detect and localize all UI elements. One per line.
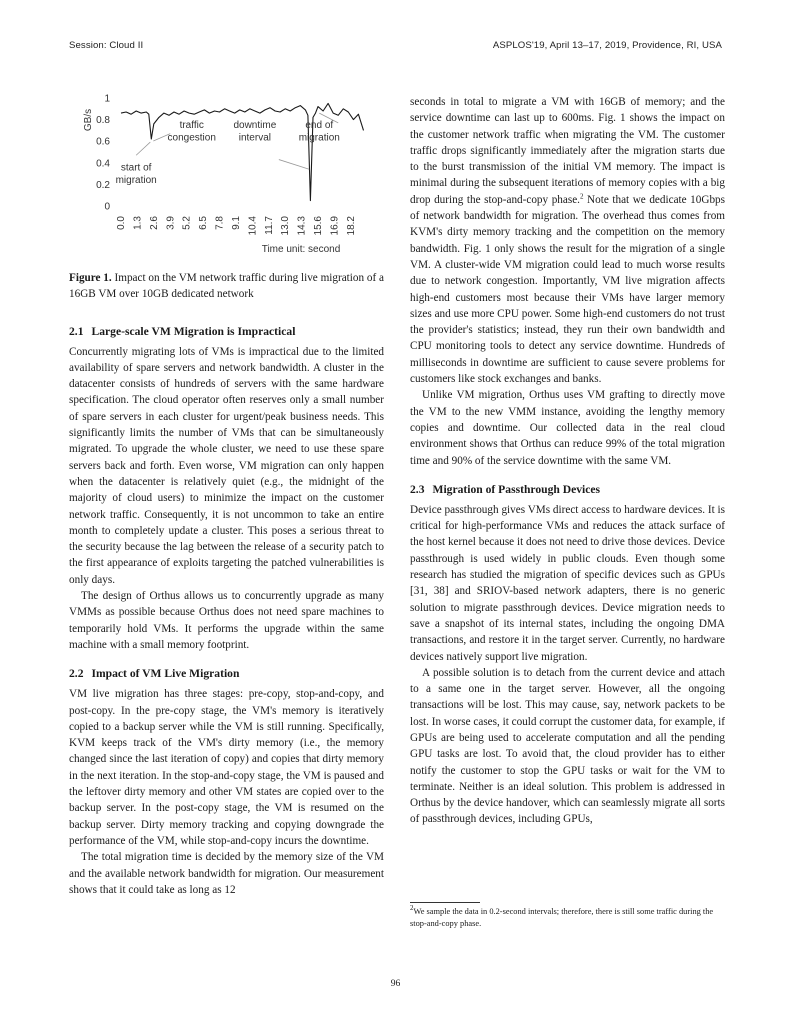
x-tick-label: 3.9	[165, 216, 177, 230]
y-axis-label: GB/s	[83, 108, 94, 132]
footnote-text: We sample the data in 0.2-second intervals; therefore, there is still some traffic during the stop-and-copy phase.	[410, 907, 714, 928]
x-tick-label: 10.4	[247, 216, 259, 236]
paragraph	[410, 94, 725, 387]
annotation-leader-line	[279, 160, 309, 170]
y-tick-label: 0.6	[96, 136, 110, 148]
y-tick-label: 0	[104, 201, 110, 213]
x-tick-label: 14.3	[296, 216, 308, 236]
footnote-reference[interactable]: 2	[579, 192, 584, 201]
paragraph: The total migration time is decided by the memory size of the VM and the available network bandwidth for migration. Our measurement shows that it could take as long as 12	[69, 851, 384, 896]
series-line	[121, 103, 364, 200]
footnote	[410, 906, 725, 930]
chart-annotation: downtime	[233, 120, 277, 132]
section-number: 2.2	[69, 667, 84, 681]
chart-annotation: end of	[305, 120, 334, 132]
paragraph-text: seconds in total to migrate a VM with 16GB of memory; and the service downtime can last up to 600ms. Fig. 1 shows the impact on the customer network traffic when migrating the VM. The customer traffic drops significantly immediately after the migration starts due to the burst transmission of the initial VM memory. The impact is minimal during the subsequent iterations of memory copies with a big drop during the stop-and-copy phase.	[410, 96, 725, 206]
footnote-rule	[410, 902, 480, 903]
chart-annotation: start of	[120, 162, 152, 174]
section-number: 2.1	[69, 324, 84, 338]
paragraph: Concurrently migrating lots of VMs is impractical due to the limited availability of spare servers and network bandwidth. A cluster in the datacenter consists of hundreds of servers with the same hardware specification. The cloud operator often reserves only a small number of spare servers in each cluster for urgent/peak business needs. This significantly limits the number of VMs that can be simultaneously migrated. To upgrade the whole cluster, we need to use these spare servers back and forth. Even worse, VM migration can only happen when the datacenter is relatively quiet (e.g., the midnight of the majority of cloud users) to minimize the impact on the customer network traffic. Consequently, it is not uncommon to take an entire month to completely update a cluster. This poses a serious threat to the security because the lag between the release of a security patch to the first appearance of exploits targeting the patched vulnerabilities is only days.	[69, 345, 384, 586]
paragraph-text: Note that we dedicate 10Gbps of network bandwidth for migration. The overhead thus comes from KVM's dirty memory tracking and the competition on the memory bandwidth. Fig. 1 only shows the result for the migration of a single VM. A cluster-wide VM migration could lead to much worse results due to network congestion. Importantly, VM live migration affects high-end customers most because their VMs have larger memory sizes and use more CPU power. Some high-end customers do not trust the provider's statistics; instead, they run their own bandwidth and CPU monitoring tools to detect any service downtime. Hundreds of milliseconds in downtime are sufficient to cause severe problems for customers like stock exchanges and banks.	[410, 193, 725, 386]
section-2-2-heading	[69, 666, 384, 682]
figure-caption-text: Impact on the VM network traffic during live migration of a 16GB VM over 10GB dedicated network	[69, 272, 384, 301]
running-header-left: Session: Cloud II	[69, 40, 144, 51]
x-tick-label: 16.9	[329, 216, 341, 236]
y-tick-label: 0.4	[96, 158, 110, 170]
figure-1-chart	[69, 88, 384, 260]
paragraph: VM live migration has three stages: pre-copy, stop-and-copy, and post-copy. In the pre-copy stage, the VM's memory is iteratively copied to a backup server while the VM is still running. Specifically, KVM keeps track of the VM's dirty memory (i.e., the memory changed since the last iteration of copy) and copies that dirty memory in the next iteration. In the stop-and-copy stage, the VM is paused and the leftover dirty memory and other VM states are copied over to the backup server. In the post-copy stage, the VM is resumed on the backup server. Dirty memory tracking and copying downgrade the performance of the VM, while stop-and-copy incurs the downtime.	[69, 688, 384, 847]
running-header-right: ASPLOS'19, April 13–17, 2019, Providence, RI, USA	[492, 40, 722, 51]
section-title: Large-scale VM Migration is Impractical	[91, 324, 296, 338]
x-tick-label: 5.2	[181, 216, 193, 230]
figure-label: Figure 1.	[69, 272, 112, 284]
y-tick-label: 0.8	[96, 115, 110, 127]
x-tick-label: 11.7	[263, 216, 275, 235]
y-tick-label: 0.2	[96, 179, 110, 191]
footnote-mark: 2	[410, 904, 414, 913]
x-tick-label: 0.0	[116, 216, 127, 230]
chart-annotation: interval	[238, 132, 271, 144]
x-tick-label: 2.6	[148, 216, 160, 230]
figure-1-caption	[69, 270, 384, 303]
section-title: Impact of VM Live Migration	[91, 667, 240, 681]
x-tick-label: 1.3	[132, 216, 144, 230]
x-tick-label: 18.2	[345, 216, 357, 236]
section-2-1-heading	[69, 324, 384, 340]
chart-annotation: migration	[298, 132, 340, 144]
paragraph: Device passthrough gives VMs direct access to hardware devices. It is critical for high-performance VMs and reduces the attack surface of the host kernel because it does not need to drive those devices. Device passthrough is used widely in public clouds. Even though some research has studied the migration of specific devices such as GPUs [31, 38] and SRIOV-based network adapters, there is no generic solution to migrate passthrough devices. Device migration needs to save a snapshot of its internal states, including the ongoing DMA transactions, and restore it in the target server. Currently, no hardware devices natively support live migration.	[410, 503, 725, 663]
x-tick-label: 9.1	[230, 216, 242, 230]
section-title: Migration of Passthrough Devices	[432, 482, 601, 496]
chart-annotation: migration	[115, 174, 157, 186]
x-axis-label: Time unit: second	[261, 244, 341, 255]
y-tick-label: 1	[104, 93, 110, 105]
annotation-leader-line	[136, 142, 150, 155]
section-2-3-heading	[410, 482, 725, 498]
paragraph: The design of Orthus allows us to concurrently upgrade as many VMMs as possible because Orthus does not need spare machines to temporarily hold VMs. It performs the upgrade within the same machine with a small memory footprint.	[69, 590, 384, 651]
x-tick-label: 6.5	[198, 216, 210, 230]
paragraph: A possible solution is to detach from the current device and attach to a same one in the target server. However, all the ongoing transactions will be lost. This may cause, say, network packets to be lost. In worse cases, it could corrupt the customer data, for example, if GPUs are being used to accelerate computation and all the pending GPU tasks are lost. To avoid that, the cloud provider has to either notify the customer to stop the GPU tasks or wait for the VM to terminate. Neither is an ideal solution. This problem is addressed in Orthus by the device handover, which can seamlessly migrate all sorts of passthrough devices, including GPUs,	[410, 666, 726, 826]
chart-annotation: traffic	[179, 120, 204, 132]
x-tick-label: 13.0	[280, 216, 292, 236]
x-tick-label: 7.8	[214, 216, 226, 230]
paragraph: Unlike VM migration, Orthus uses VM grafting to directly move the VM to the new VMM instance, avoiding the lengthy memory copies and downtime. Our collected data in the real cloud environment shows that Orthus can reduce 99% of the total migration time and 90% of the service downtime with the same VM.	[410, 389, 725, 467]
section-number: 2.3	[410, 482, 425, 496]
page-number: 96	[390, 978, 401, 989]
chart-annotation: congestion	[167, 132, 216, 144]
x-tick-label: 15.6	[313, 216, 325, 236]
footnote-block	[410, 902, 725, 930]
